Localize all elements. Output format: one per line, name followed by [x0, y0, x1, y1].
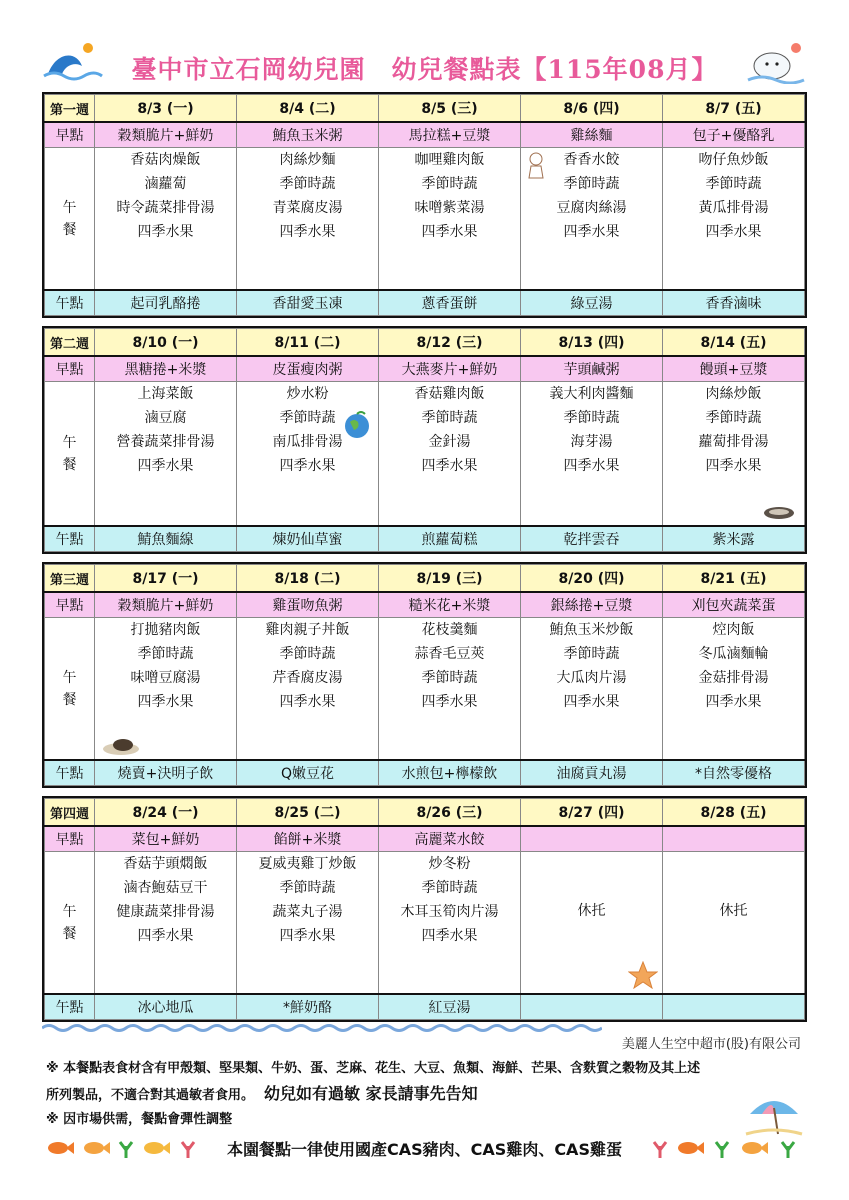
lunch-cell: 花枝羹麵 蒜香毛豆莢 季節時蔬 四季水果 [379, 618, 521, 761]
day-header: 8/17 (一) [95, 565, 237, 593]
lunch-cell [521, 852, 663, 995]
day-header: 8/3 (一) [95, 95, 237, 123]
polar-bear-icon [746, 40, 806, 84]
snack-label: 午點 [45, 994, 95, 1020]
afternoon-snack: 燒賣+決明子飲 [95, 760, 237, 786]
afternoon-snack: 香甜愛玉凍 [237, 290, 379, 316]
week-label: 第四週 [45, 799, 95, 827]
day-header: 8/13 (四) [521, 329, 663, 357]
afternoon-snack: 冰心地瓜 [95, 994, 237, 1020]
day-header: 8/25 (二) [237, 799, 379, 827]
week-3-table [42, 562, 807, 788]
week-label: 第三週 [45, 565, 95, 593]
day-header: 8/28 (五) [663, 799, 805, 827]
week-2-table [42, 326, 807, 554]
day-header: 8/10 (一) [95, 329, 237, 357]
morning-meal: 高麗菜水餃 [379, 826, 521, 852]
day-header: 8/18 (二) [237, 565, 379, 593]
day-header: 8/14 (五) [663, 329, 805, 357]
snack-label: 午點 [45, 760, 95, 786]
morning-meal [521, 826, 663, 852]
allergy-emphasis: 幼兒如有過敏 家長請事先告知 [264, 1084, 478, 1103]
lunch-cell: 香菇肉燥飯 滷蘿蔔 時令蔬菜排骨湯 四季水果 [95, 148, 237, 291]
day-header: 8/19 (三) [379, 565, 521, 593]
snack-label: 午點 [45, 526, 95, 552]
lunch-cell: 炒水粉 季節時蔬 南瓜排骨湯 四季水果 [237, 382, 379, 527]
lunch-cell [663, 852, 805, 995]
day-header: 8/6 (四) [521, 95, 663, 123]
morning-meal: 饅頭+豆漿 [663, 356, 805, 382]
lunch-cell: 上海菜飯 滷豆腐 營養蔬菜排骨湯 四季水果 [95, 382, 237, 527]
beach-umbrella-icon [744, 1094, 804, 1136]
holiday-label: 休托 [719, 903, 748, 919]
morning-meal: 菜包+鮮奶 [95, 826, 237, 852]
morning-meal: 皮蛋瘦肉粥 [237, 356, 379, 382]
afternoon-snack: 煉奶仙草蜜 [237, 526, 379, 552]
cas-footer: 本園餐點一律使用國產CAS豬肉、CAS雞肉、CAS雞蛋 [227, 1140, 622, 1159]
morning-meal: 包子+優酪乳 [663, 122, 805, 148]
lunch-label: 午 餐 [45, 852, 95, 995]
wave-divider-icon [42, 1023, 602, 1033]
afternoon-snack: 蔥香蛋餅 [379, 290, 521, 316]
morning-meal: 芋頭鹹粥 [521, 356, 663, 382]
day-header: 8/24 (一) [95, 799, 237, 827]
afternoon-snack: 煎蘿蔔糕 [379, 526, 521, 552]
earth-globe-icon [342, 410, 372, 440]
week-label: 第一週 [45, 95, 95, 123]
morning-meal: 雞絲麵 [521, 122, 663, 148]
day-header: 8/27 (四) [521, 799, 663, 827]
morning-meal: 黑糖捲+米漿 [95, 356, 237, 382]
lunch-label: 午 餐 [45, 148, 95, 291]
supplier-name: 美麗人生空中超市(股)有限公司 [621, 1037, 801, 1052]
morning-label: 早點 [45, 826, 95, 852]
page-title: 臺中市立石岡幼兒園 幼兒餐點表【115年08月】 [131, 55, 718, 84]
lunch-cell: 焢肉飯 冬瓜滷麵輪 金菇排骨湯 四季水果 [663, 618, 805, 761]
holiday-label: 休托 [577, 903, 606, 919]
day-header: 8/4 (二) [237, 95, 379, 123]
morning-label: 早點 [45, 122, 95, 148]
lunch-cell: 雞肉親子丼飯 季節時蔬 芹香腐皮湯 四季水果 [237, 618, 379, 761]
sea-snail-icon [101, 735, 141, 757]
shell-icon [762, 503, 796, 521]
sea-life-right-icon [648, 1134, 808, 1160]
week-4-table [42, 796, 807, 1022]
morning-meal: 銀絲捲+豆漿 [521, 592, 663, 618]
lunch-cell: 吻仔魚炒飯 季節時蔬 黃瓜排骨湯 四季水果 [663, 148, 805, 291]
lunch-cell: 鮪魚玉米炒飯 季節時蔬 大瓜肉片湯 四季水果 [521, 618, 663, 761]
afternoon-snack: 水煎包+檸檬飲 [379, 760, 521, 786]
lunch-cell: 肉絲炒麵 季節時蔬 青菜腐皮湯 四季水果 [237, 148, 379, 291]
lunch-cell: 義大利肉醬麵 季節時蔬 海芽湯 四季水果 [521, 382, 663, 527]
afternoon-snack: 紫米露 [663, 526, 805, 552]
afternoon-snack: Q嫩豆花 [237, 760, 379, 786]
afternoon-snack: 鯖魚麵線 [95, 526, 237, 552]
morning-label: 早點 [45, 356, 95, 382]
lunch-cell: 炒冬粉 季節時蔬 木耳玉筍肉片湯 四季水果 [379, 852, 521, 995]
day-header: 8/21 (五) [663, 565, 805, 593]
day-header: 8/12 (三) [379, 329, 521, 357]
afternoon-snack: 油腐貢丸湯 [521, 760, 663, 786]
morning-meal [663, 826, 805, 852]
afternoon-snack: 香香滷味 [663, 290, 805, 316]
afternoon-snack [663, 994, 805, 1020]
afternoon-snack: 紅豆湯 [379, 994, 521, 1020]
afternoon-snack: *自然零優格 [663, 760, 805, 786]
week-1-table [42, 92, 807, 318]
lunch-cell: 夏威夷雞丁炒飯 季節時蔬 蔬菜丸子湯 四季水果 [237, 852, 379, 995]
lunch-cell: 咖哩雞肉飯 季節時蔬 味噌紫菜湯 四季水果 [379, 148, 521, 291]
morning-meal: 刈包夾蔬菜蛋 [663, 592, 805, 618]
morning-meal: 馬拉糕+豆漿 [379, 122, 521, 148]
lunch-label: 午 餐 [45, 618, 95, 761]
lunch-label: 午 餐 [45, 382, 95, 527]
day-header: 8/11 (二) [237, 329, 379, 357]
morning-meal: 雞蛋吻魚粥 [237, 592, 379, 618]
lunch-cell: 香菇芋頭燜飯 滷杏鮑菇豆干 健康蔬菜排骨湯 四季水果 [95, 852, 237, 995]
morning-label: 早點 [45, 592, 95, 618]
morning-meal: 穀類脆片+鮮奶 [95, 592, 237, 618]
afternoon-snack: 綠豆湯 [521, 290, 663, 316]
day-header: 8/20 (四) [521, 565, 663, 593]
afternoon-snack: *鮮奶酪 [237, 994, 379, 1020]
lunch-cell: 香菇雞肉飯 季節時蔬 金針湯 四季水果 [379, 382, 521, 527]
snack-label: 午點 [45, 290, 95, 316]
lunch-cell: 肉絲炒飯 季節時蔬 蘿蔔排骨湯 四季水果 [663, 382, 805, 527]
lunch-cell: 香香水餃 季節時蔬 豆腐肉絲湯 四季水果 [521, 148, 663, 291]
market-note: ※ 因市場供需，餐點會彈性調整 [46, 1112, 233, 1127]
doll-icon [527, 152, 545, 180]
allergen-note-line1: ※ 本餐點表食材含有甲殼類、堅果類、牛奶、蛋、芝麻、花生、大豆、魚類、海鮮、芒果、含麩質之穀物及其上述 [46, 1061, 701, 1076]
morning-meal: 鮪魚玉米粥 [237, 122, 379, 148]
allergen-note-line2: 所列製品，不適合對其過敏者食用。 幼兒如有過敏 家長請事先告知 [46, 1084, 478, 1103]
afternoon-snack: 起司乳酪捲 [95, 290, 237, 316]
afternoon-snack: 乾拌雲吞 [521, 526, 663, 552]
morning-meal: 穀類脆片+鮮奶 [95, 122, 237, 148]
day-header: 8/26 (三) [379, 799, 521, 827]
starfish-icon [628, 961, 658, 989]
week-label: 第二週 [45, 329, 95, 357]
lunch-cell: 打拋豬肉飯 季節時蔬 味噌豆腐湯 四季水果 [95, 618, 237, 761]
morning-meal: 餡餅+米漿 [237, 826, 379, 852]
morning-meal: 大燕麥片+鮮奶 [379, 356, 521, 382]
day-header: 8/7 (五) [663, 95, 805, 123]
day-header: 8/5 (三) [379, 95, 521, 123]
afternoon-snack [521, 994, 663, 1020]
morning-meal: 糙米花+米漿 [379, 592, 521, 618]
